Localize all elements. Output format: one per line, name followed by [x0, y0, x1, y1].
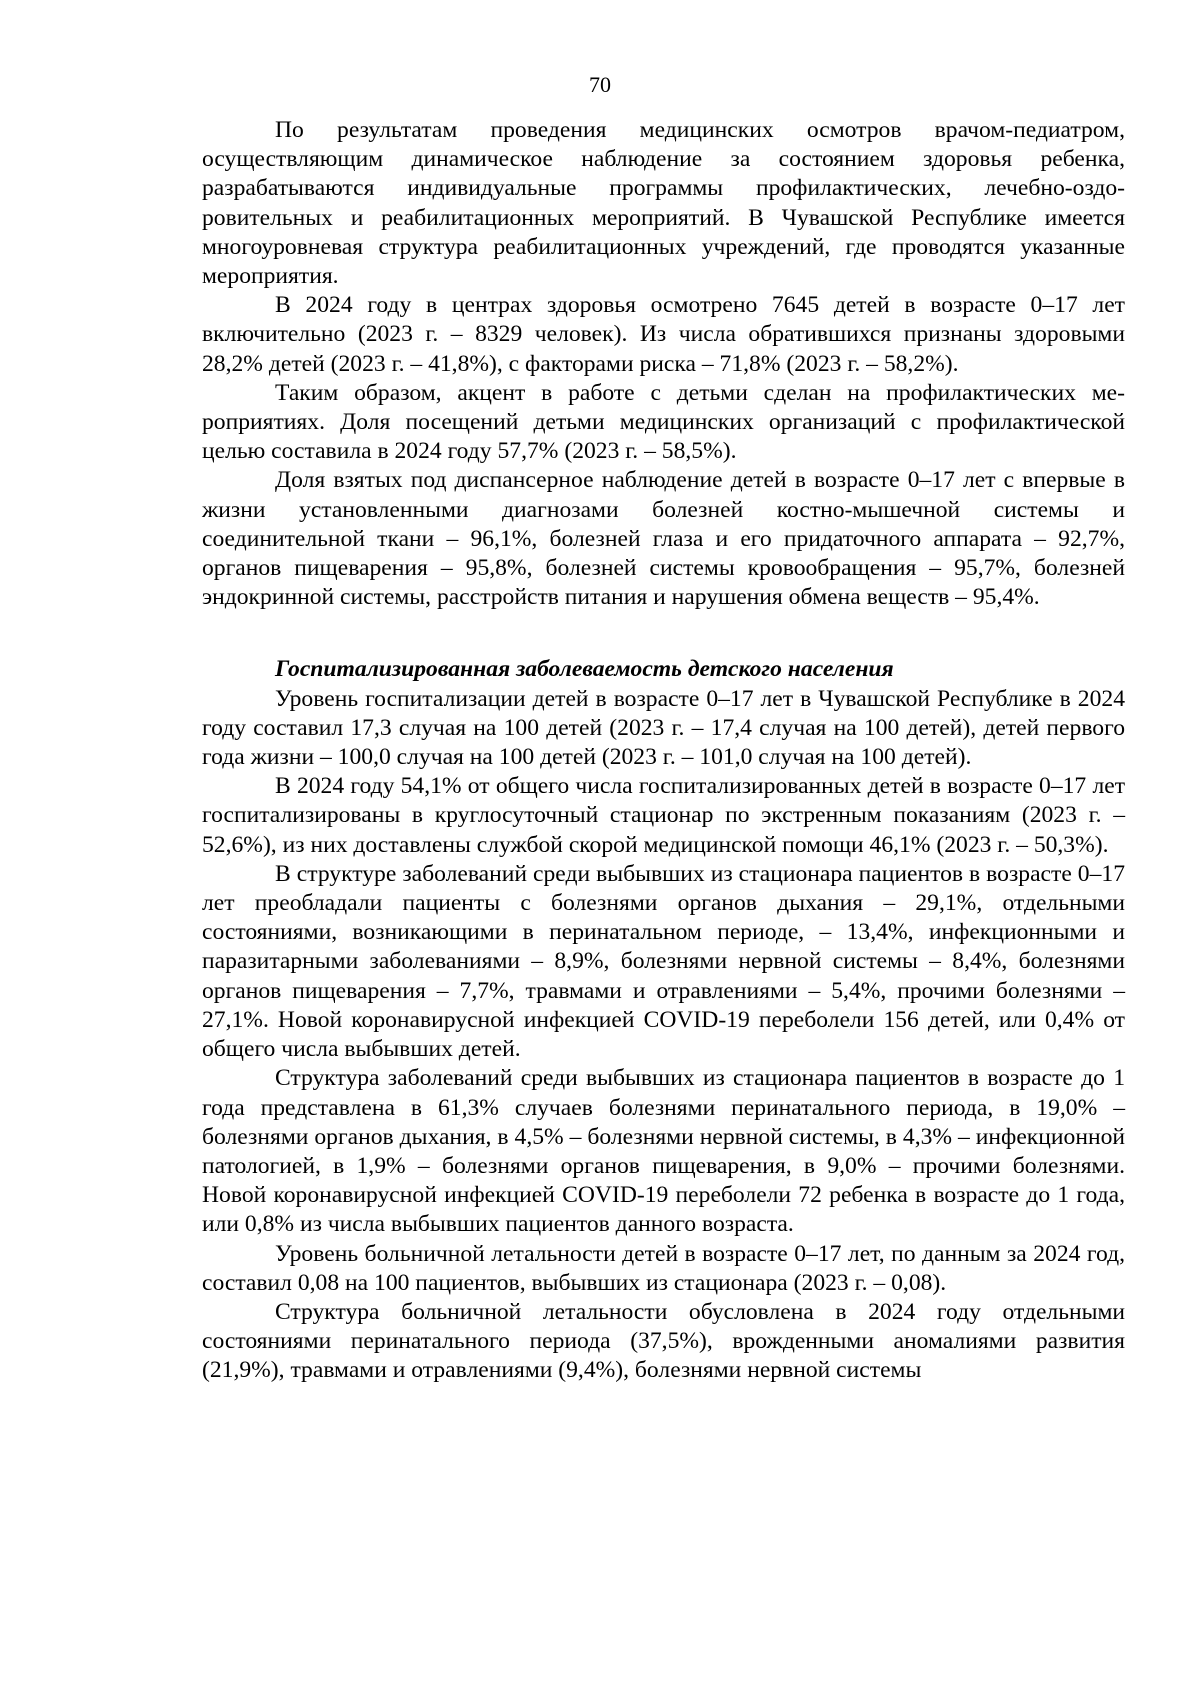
document-body — [202, 116, 1125, 1386]
paragraph-hospital-mortality-structure: Структура больничной летальности обусловлена в 2024 году отдельными состояниями перинатального периода (37,5%), врожденными аномалиями развития (21,9%), травмами и отравлениями (9,4%), болезнями нервной системы — [202, 1298, 1125, 1384]
paragraph-hospital-mortality-level: Уровень больничной летальности детей в возрасте 0–17 лет, по данным за 2024 год, составил 0,08 на 100 пациентов, выбывших из стационара (2023 г. – 0,08). — [202, 1240, 1125, 1296]
paragraph-pediatric-examinations: По результатам проведения медицинских осмотров врачом-педиатром, осуществляющим динамическое наблюдение за состоянием здоровья ребенка, разрабатываются индивидуальные программы профилактических, лечебно-оздоровительных и реабилитационных мероприятий. В Чувашской Республике имеется многоуровневая структура реабилитационных учреждений, где проводятся указанные мероприятия. — [202, 117, 1125, 290]
paragraph-dispensary-observation: Доля взятых под диспансерное наблюдение детей в возрасте 0–17 лет с впервые в жизни установленными диагнозами болезней костно-мышечной системы и соединительной ткани – 96,1%, болезней глаза и его придаточного аппарата – 92,7%, органов пищеварения – 95,8%, болезней системы кровообращения – 95,7%, болезней эндокринной системы, расстройств питания и нарушения обмена веществ – 95,4%. — [202, 467, 1125, 611]
paragraph-health-centers: В 2024 году в центрах здоровья осмотрено 7645 детей в возрасте 0–17 лет включительно (2023 г. – 8329 человек). Из числа обратившихся признаны здоровыми 28,2% детей (2023 г. – 41,8%), с факторами риска – 71,8% (2023 г. – 58,2%). — [202, 292, 1125, 377]
paragraph-hospitalization-level: Уровень госпитализации детей в возрасте 0–17 лет в Чувашской Республике в 2024 году составил 17,3 случая на 100 детей (2023 г. – 17,4 случая на 100 детей), детей первого года жизни – 100,0 случая на 100 детей (2023 г. – 101,0 случая на 100 детей). — [202, 685, 1125, 771]
paragraph-disease-structure-under-1: Структура заболеваний среди выбывших из стационара пациентов в возрасте до 1 года представлена в 61,3% случаев болезнями перинатального периода, в 19,0% – болезнями органов дыхания, в 4,5% – болезнями нервной системы, в 4,3% – инфекционной патологией, в 1,9% – болезнями органов пищеварения, в 9,0% – прочими болезнями. Новой коронавирусной инфекцией COVID-19 переболели 72 ребенка в возрасте до 1 года, или 0,8% из числа выбывших пациентов данного возраста. — [202, 1065, 1125, 1238]
paragraph-disease-structure-0-17: В структуре заболеваний среди выбывших из стационара пациентов в возрасте 0–17 лет преобладали пациенты с болезнями органов дыхания – 29,1%, отдельными состояниями, возникающими в перинатальном периоде, – 13,4%, инфекционными и паразитарными заболеваниями – 8,9%, болезнями нервной системы – 8,4%, болезнями органов пищеварения – 7,7%, травмами и отравлениями – 5,4%, прочими болезнями – 27,1%. Новой коронавирусной инфекцией COVID-19 переболели 156 детей, или 0,4% от общего числа выбывших детей. — [202, 860, 1125, 1063]
paragraph-emergency-admissions: В 2024 году 54,1% от общего числа госпитализированных детей в возрасте 0–17 лет госпитализированы в круглосуточный стационар по экстренным показаниям (2023 г. – 52,6%), из них доставлены службой скорой медицинской помощи 46,1% (2023 г. – 50,3%). — [202, 773, 1125, 858]
paragraph-preventive-focus: Таким образом, акцент в работе с детьми сделан на профилактических мероприятиях. Доля посещений детьми медицинских организаций с профилактической целью составила в 2024 году 57,7% (2023 г. – 58,5%). — [202, 379, 1125, 465]
section-heading: Госпитализированная заболеваемость детского населения — [275, 656, 894, 683]
page-number: 70 — [589, 72, 611, 97]
